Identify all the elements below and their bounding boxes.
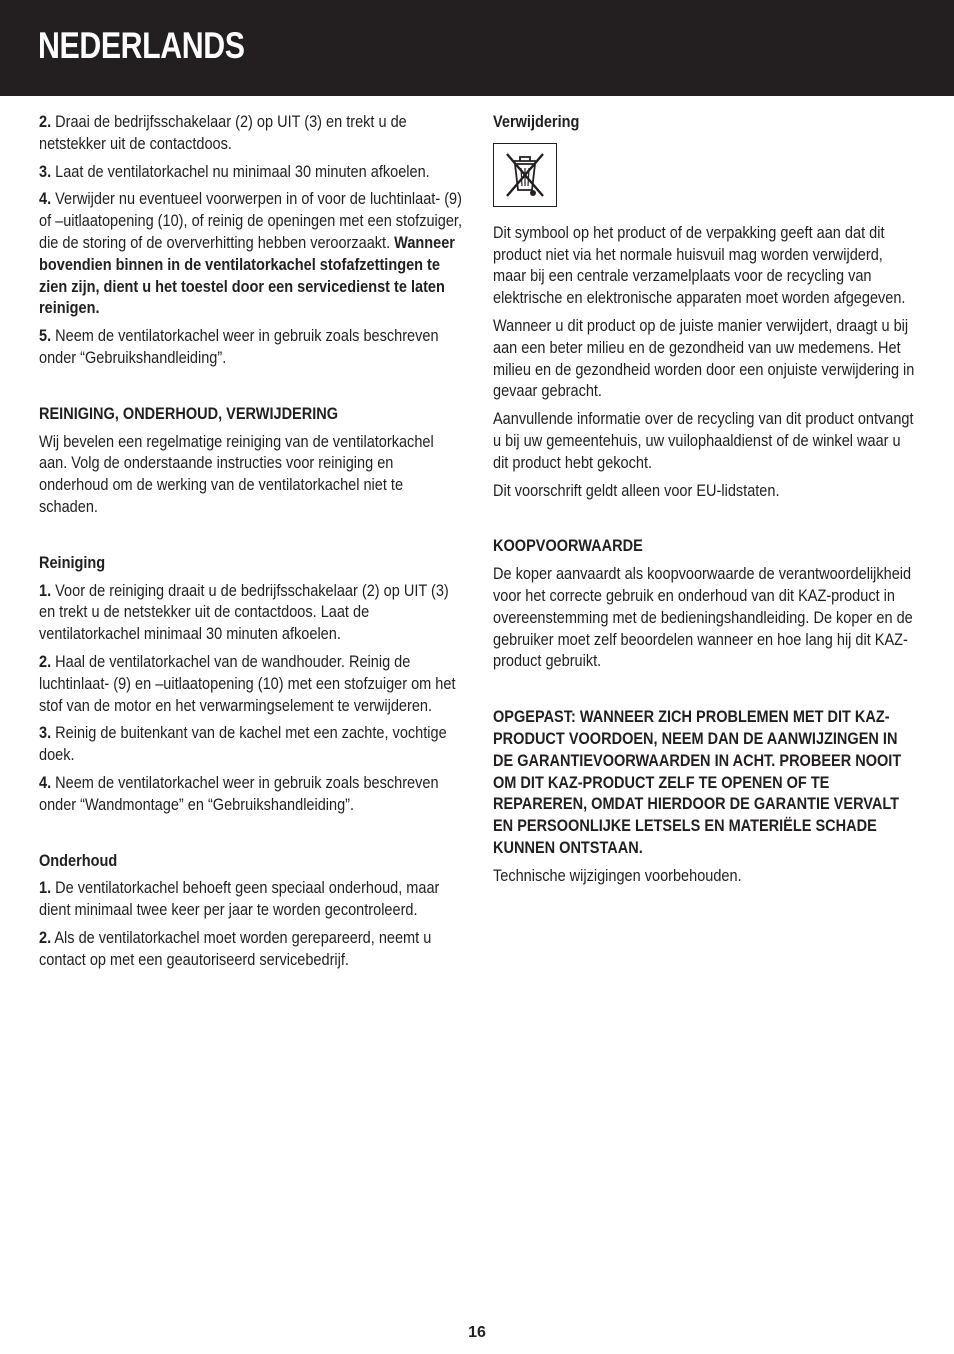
page-title: NEDERLANDS: [38, 25, 245, 66]
step-number: 3.: [39, 162, 52, 181]
warning-notice: OPGEPAST: WANNEER ZICH PROBLEMEN MET DIT KAZ-PRODUCT VOORDOEN, NEEM DAN DE AANWIJZINGEN IN DE GARANTIEVOORWAARDEN IN ACHT. PROBEER NOOIT OM DIT KAZ-PRODUCT ZELF TE OPENEN OF TE REPAREREN, OMDAT HIERDOOR DE GARANTIE VERVALT EN PERSOONLIJKE LETSELS EN MATERIËLE SCHADE KUNNEN ONTSTAAN.: [493, 708, 902, 857]
step-text: Draai de bedrijfsschakelaar (2) op UIT (3) en trekt u de netstekker uit de contactdoos.: [39, 113, 407, 153]
page-header: [0, 0, 954, 96]
step-paragraph: [39, 189, 465, 320]
step-number: 3.: [39, 724, 52, 743]
step-paragraph: [39, 928, 465, 972]
crossed-out-wheelie-bin-icon: [493, 143, 557, 207]
step-number: 5.: [39, 327, 52, 346]
step-paragraph: [39, 162, 465, 184]
step-paragraph: [39, 773, 465, 817]
step-text: Voor de reiniging draait u de bedrijfsschakelaar (2) op UIT (3) en trekt u de netstekker uit de contactdoos. Laat de ventilatorkachel minimaal 30 minuten afkoelen.: [39, 581, 449, 644]
step-paragraph: [39, 326, 465, 370]
step-number: 2.: [39, 928, 52, 947]
cleaning-intro: Wij bevelen een regelmatige reiniging van de ventilatorkachel aan. Volg de onderstaande instructies voor reiniging en onderhoud om de werking van de ventilatorkachel niet te schaden.: [39, 432, 434, 516]
page-number: 16: [468, 1324, 486, 1341]
step-text: Haal de ventilatorkachel van de wandhouder. Reinig de luchtinlaat- (9) en –uitlaatopening (10) met een stofzuiger om het stof van de motor en het verwarmingselement te verwijderen.: [39, 652, 456, 715]
step-paragraph: [39, 723, 465, 767]
disposal-paragraph: Aanvullende informatie over de recycling van dit product ontvangt u bij uw gemeentehuis, uw vuilophaaldienst of de winkel waar u dit product hebt gekocht.: [493, 410, 914, 472]
technical-changes-note: Technische wijzigingen voorbehouden.: [493, 866, 742, 885]
step-text: Als de ventilatorkachel moet worden gerepareerd, neemt u contact op met een geautoriseerd servicebedrijf.: [39, 928, 432, 969]
subheading-verwijdering: Verwijdering: [493, 113, 580, 131]
step-text: Neem de ventilatorkachel weer in gebruik zoals beschreven onder “Wandmontage” en “Gebruikshandleiding”.: [39, 773, 439, 814]
right-column: [493, 112, 921, 894]
step-paragraph: [39, 581, 465, 646]
disposal-paragraph: Dit symbool op het product of de verpakking geeft aan dat dit product niet via het normale huisvuil mag worden verwijderd, maar bij een centrale verzamelplaats voor de recycling van elektrische en elektronische apparaten moet worden afgegeven.: [493, 223, 906, 308]
step-paragraph: [39, 878, 465, 922]
step-number: 1.: [39, 581, 52, 600]
left-column: [39, 112, 467, 978]
step-emphasis: Wanneer bovendien binnen in de ventilatorkachel stofafzettingen te zien zijn, dient u het toestel door een servicedienst te laten reinigen.: [39, 233, 455, 318]
step-number: 4.: [39, 773, 52, 792]
subheading-reiniging: Reiniging: [39, 553, 106, 572]
step-number: 2.: [39, 652, 52, 671]
purchase-condition-text: De koper aanvaardt als koopvoorwaarde de verantwoordelijkheid voor het correcte gebruik en onderhoud van dit KAZ-product in overeenstemming met de bedieningshandleiding. De koper en de gebruiker moet zelf beoordelen wanneer en hoe lang hij dit KAZ-product gebruikt.: [493, 565, 913, 671]
step-paragraph: [39, 652, 465, 717]
step-text: Reinig de buitenkant van de kachel met een zachte, vochtige doek.: [39, 724, 447, 765]
step-paragraph: [39, 112, 465, 156]
section-heading-koopvoorwaarde: KOOPVOORWAARDE: [493, 537, 643, 556]
step-text: Neem de ventilatorkachel weer in gebruik zoals beschreven onder “Gebruikshandleiding”.: [39, 327, 439, 367]
step-text: Laat de ventilatorkachel nu minimaal 30 minuten afkoelen.: [55, 162, 430, 181]
disposal-paragraph: Dit voorschrift geldt alleen voor EU-lidstaten.: [493, 481, 780, 500]
step-text: Verwijder nu eventueel voorwerpen in of voor de luchtinlaat- (9) of –uitlaatopening (10), of reinig de openingen met een stofzuiger, die de storing of de oververhitting hebben veroorzaakt.: [39, 190, 462, 252]
step-number: 4.: [39, 190, 52, 209]
step-number: 2.: [39, 113, 52, 131]
subheading-onderhoud: Onderhoud: [39, 851, 118, 870]
section-heading-cleaning: REINIGING, ONDERHOUD, VERWIJDERING: [39, 404, 339, 423]
step-text: De ventilatorkachel behoeft geen speciaal onderhoud, maar dient minimaal twee keer per jaar te worden gecontroleerd.: [39, 879, 440, 920]
step-number: 1.: [39, 879, 52, 898]
disposal-paragraph: Wanneer u dit product op de juiste manier verwijdert, draagt u bij aan een beter milieu en de gezondheid van uw medemens. Het milieu en de gezondheid worden door een onjuiste verwijdering in gevaar gebracht.: [493, 316, 915, 401]
